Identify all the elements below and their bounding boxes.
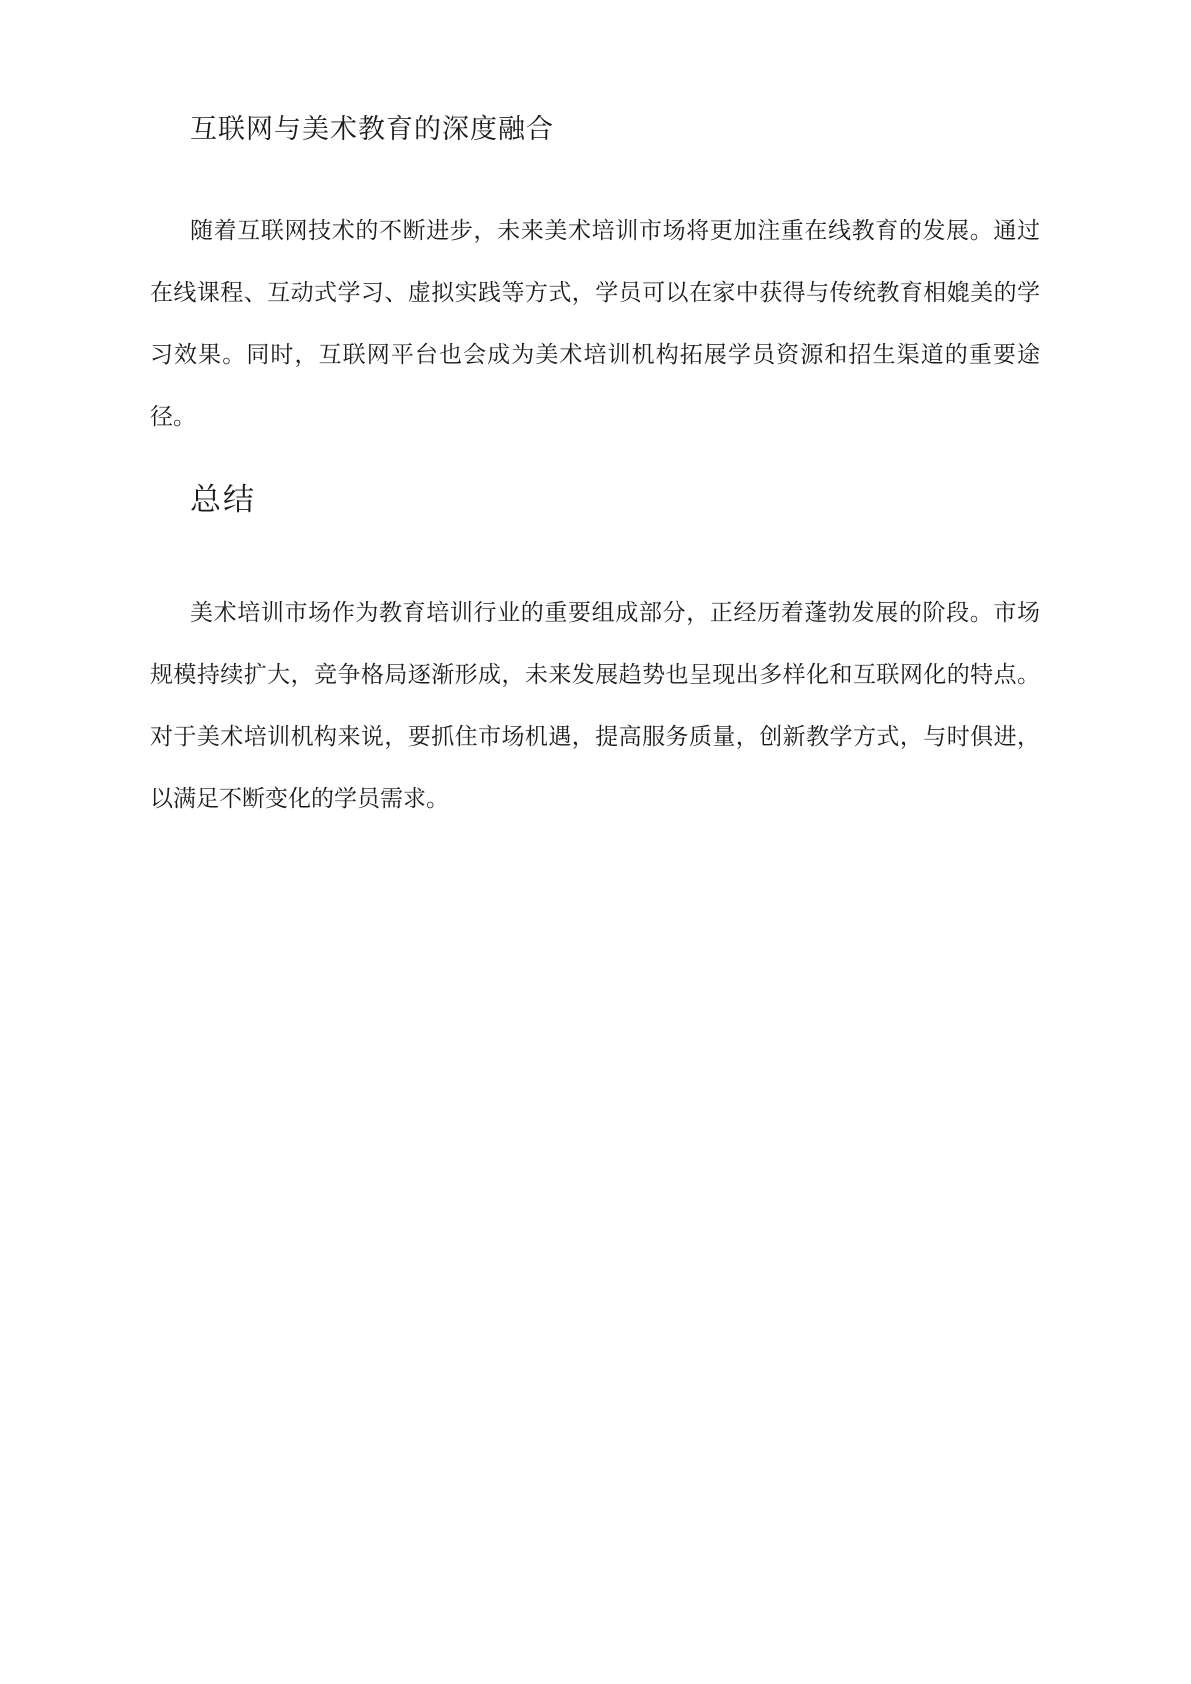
- paragraph-internet-art-education: 随着互联网技术的不断进步，未来美术培训市场将更加注重在线教育的发展。通过在线课程、互动式学习、虚拟实践等方式，学员可以在家中获得与传统教育相媲美的学习效果。同时，互联网平台也会成为美术培训机构拓展学员资源和招生渠道的重要途径。: [150, 218, 1040, 430]
- paragraph-summary: 美术培训市场作为教育培训行业的重要组成部分，正经历着蓬勃发展的阶段。市场规模持续扩大，竞争格局逐渐形成，未来发展趋势也呈现出多样化和互联网化的特点。对于美术培训机构来说，要抓住市场机遇，提高服务质量，创新教学方式，与时俱进，以满足不断变化的学员需求。: [150, 600, 1040, 812]
- section-heading-summary: 总结: [190, 482, 256, 518]
- section-subheading: 互联网与美术教育的深度融合: [190, 114, 554, 145]
